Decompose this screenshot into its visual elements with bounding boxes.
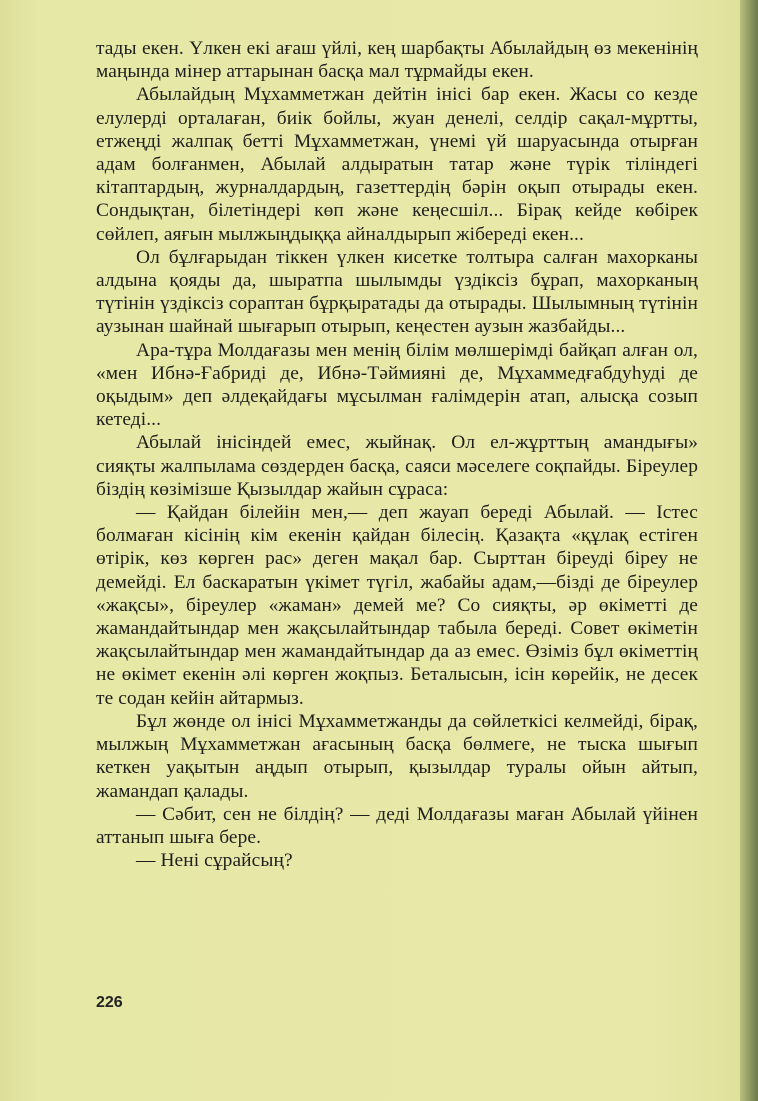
paragraph-5: Абылай інісіндей емес, жыйнақ. Ол ел-жұрттың амандығы» сияқты жалпылама сөздерден басқа, саяси мәселеге соқпайды. Біреулер біздің көзімізше Қызылдар жайын сұраса: [96, 432, 698, 500]
paragraph-4: Ара-тұра Молдағазы мен менің білім мөлшерімді байқап алған ол, «мен Ибнә-Ғабриді де, Ибнә-Тәймияні де, Мұхаммедғабдуһуді де оқыдым» деп әлдеқайдағы мұсылман ғалімдерін атап, алысқа созып кетеді... [96, 339, 698, 431]
paragraph-6: — Қайдан білейін мен,— деп жауап береді Абылай. — Істес болмаған кісінің кім екенін қайдан білесің. Қазақта «құлақ естіген өтірік, көз көрген рас» деген мақал бар. Сырттан біреуді біреу не демейді. Ел баскаратын үкімет түгіл, жабайы адам,—бізді де біреулер «жақсы», біреулер «жаман» демей ме? Со сияқты, әр өкіметті де жамандайтындар мен жақсылайтындар табыла береді. Совет өкіметін жақсылайтындар мен жамандайтындар да аз емес. Өзіміз бұл өкіметтің не өкімет екенін әлі көрген жоқпыз. Беталысын, ісін көрейік, не десек те содан кейін айтармыз. [96, 502, 698, 709]
page-number: 226 [96, 994, 123, 1011]
paragraph-3: Ол бұлғарыдан тіккен үлкен кисетке толтыра салған махорканы алдына қояды да, шыратпа шылымды үздіксіз бұрап, махорканың түтінін үздіксіз сораптан бұрқыратады да отырады. Шылымның түтінін аузынан шайнай шығарып отырып, кеңестен аузын жазбайды... [96, 246, 698, 338]
paragraph-2: Абылайдың Мұхамметжан дейтін інісі бар екен. Жасы со кезде елулерді орталаған, биік бойлы, жуан денелі, селдір сақал-мұртты, етжеңді жалпақ бетті Мұхамметжан, үнемі үй шаруасында отырған адам болғанмен, Абылай алдыратын татар және түрік тіліндегі кітаптардың, журналдардың, газеттердің бәрін оқып отырады екен. Сондықтан, білетіндері көп және кеңесшіл... Бірақ кейде көбірек сөйлеп, аяғын мылжыңдыққа айналдырып жібереді екен... [96, 84, 698, 245]
page-edge-shadow [740, 0, 758, 1101]
paragraph-9: — Нені сұрайсың? [136, 850, 293, 872]
page-text [96, 37, 698, 872]
paragraph-7: Бұл жөнде ол інісі Мұхамметжанды да сөйлеткісі келмейді, бірақ, мылжың Мұхамметжан ағасының басқа бөлмеге, не тыска шығып кеткен уақытын аңдып отырып, қызылдар туралы ойын айтып, жамандап қалады. [96, 710, 698, 802]
paragraph-1: тады екен. Үлкен екі ағаш үйлі, кең шарбақты Абылайдың өз мекенінің маңында мінер аттарынан басқа мал тұрмайды екен. [96, 38, 698, 83]
paragraph-8: — Сәбит, сен не білдің? — деді Молдағазы маған Абылай үйінен аттанып шыға бере. [96, 803, 698, 848]
